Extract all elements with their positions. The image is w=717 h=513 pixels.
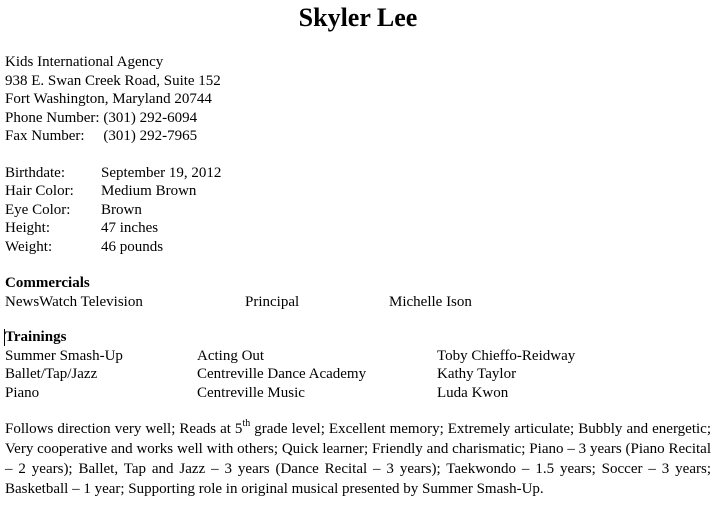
stat-label: Weight: [5, 238, 53, 255]
text-cursor [4, 329, 5, 346]
training-program: Piano [5, 384, 40, 401]
training-instructor: Luda Kwon [437, 384, 509, 401]
stat-row-birthdate [5, 164, 711, 183]
stat-label: Height: [5, 220, 50, 236]
stat-row-height [5, 219, 711, 238]
training-instructor: Kathy Taylor [437, 366, 517, 382]
commercials-heading: Commercials [5, 275, 90, 291]
stat-value: 47 inches [101, 220, 159, 236]
summary-superscript: th [242, 418, 251, 429]
agency-fax-row [5, 127, 711, 146]
training-place: Acting Out [197, 347, 265, 364]
summary-text-start: Follows direction very well; Reads at 5 [5, 421, 243, 437]
training-row [5, 347, 711, 366]
commercial-row [5, 293, 711, 312]
commercial-role: Principal [245, 293, 300, 310]
stat-row-eye-color [5, 201, 711, 220]
stats-block [5, 164, 711, 257]
trainings-heading-wrap [5, 328, 711, 347]
stat-label: Eye Color: [5, 201, 71, 218]
commercial-director: Michelle Ison [389, 293, 472, 310]
stat-row-weight [5, 238, 711, 257]
phone-label: Phone Number: [5, 109, 100, 126]
stat-row-hair-color [5, 182, 711, 201]
training-instructor: Toby Chieffo-Reidway [437, 347, 576, 364]
stat-label: Hair Color: [5, 183, 74, 199]
training-program: Ballet/Tap/Jazz [5, 366, 98, 382]
resume-document[interactable] [5, 0, 711, 499]
stat-value: September 19, 2012 [101, 164, 222, 181]
training-place: Centreville Dance Academy [197, 366, 367, 382]
fax-value: (301) 292-7965 [103, 128, 198, 144]
agency-block [5, 53, 711, 146]
fax-label: Fax Number: [5, 128, 85, 144]
stat-value: Medium Brown [101, 183, 197, 199]
agency-city: Fort Washington, Maryland 20744 [5, 91, 212, 107]
summary-text-rest: grade level; Excellent memory; Extremely articulate; Bubbly and energetic; Very cooperative and works well with others; Quick learner; Friendly and charismatic; Piano – 3 years (Piano Recital – 2 years); Ballet, Tap and Jazz – 3 years (Dance Recital – 3 years); Taekwondo – 1.5 years; Soccer – 3 years; Basketball – 1 year; Supporting role in original musical presented by Summer Smash-Up. [5, 421, 711, 497]
training-place: Centreville Music [197, 384, 305, 401]
training-program: Summer Smash-Up [5, 347, 123, 364]
training-row [5, 384, 711, 403]
phone-value: (301) 292-6094 [103, 109, 198, 126]
page-title: Skyler Lee [298, 3, 418, 32]
commercial-title: NewsWatch Television [5, 293, 143, 310]
stat-value: Brown [101, 201, 142, 218]
agency-address: 938 E. Swan Creek Road, Suite 152 [5, 72, 221, 89]
stat-label: Birthdate: [5, 164, 65, 181]
agency-name: Kids International Agency [5, 54, 164, 70]
stat-value: 46 pounds [101, 238, 164, 255]
training-row [5, 365, 711, 384]
trainings-heading: Trainings [5, 329, 67, 345]
skills-summary [5, 419, 711, 499]
agency-phone-row [5, 109, 711, 128]
